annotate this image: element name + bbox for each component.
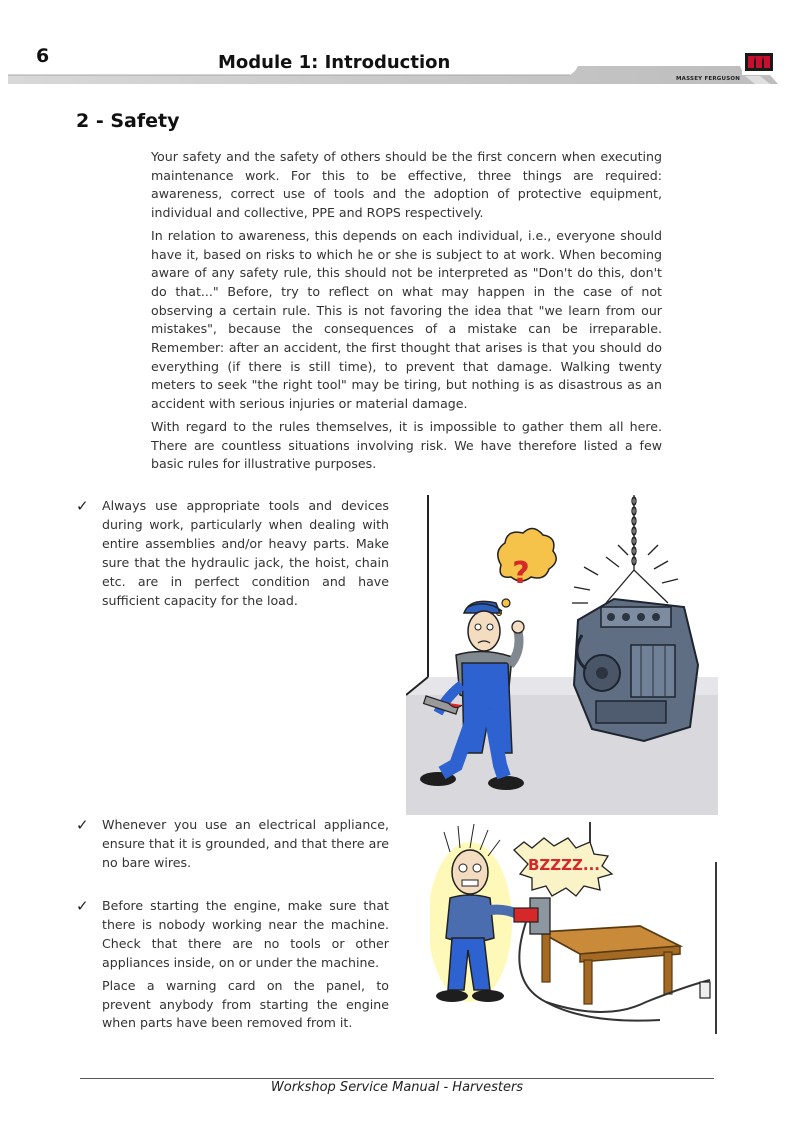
footer-title: Workshop Service Manual - Harvesters	[270, 1080, 524, 1095]
massey-ferguson-logo	[742, 49, 776, 75]
electric-shock-illustration	[430, 822, 720, 1034]
workbench	[530, 898, 680, 1004]
check-icon: ✓	[76, 497, 89, 515]
question-mark: ?	[512, 556, 530, 591]
bullet-paragraph: Always use appropriate tools and devices during work, particularly when dealing with entire assemblies and/or heavy parts. Make sure that the hydraulic jack, the hoist, chain etc. are in perfect condition and have sufficient capacity for the load.	[102, 498, 389, 608]
bullet-item	[102, 497, 389, 614]
intro-text	[151, 148, 662, 478]
check-icon: ✓	[76, 816, 89, 834]
footer-divider	[80, 1078, 714, 1079]
question-thought-bubble	[497, 528, 557, 615]
engine-block	[574, 599, 698, 741]
brand-name: MASSEY FERGUSON	[676, 76, 741, 82]
buzz-text: BZZZZ...	[527, 856, 601, 874]
intro-paragraph: Your safety and the safety of others should be the first concern when executing maintenance work. For this to be effective, three things are required: awareness, correct use of tools and the adoption of protective equipment, individual and collective, PPE and ROPS respectively.	[151, 149, 662, 221]
page-number: 6	[36, 45, 50, 67]
buzz-burst	[514, 838, 612, 896]
section-title: 2 - Safety	[76, 110, 180, 132]
intro-paragraph: With regard to the rules themselves, it is impossible to gather them all here. There are countless situations involving risk. We have therefore listed a few basic rules for illustrative purposes.	[151, 418, 662, 472]
module-title: Module 1: Introduction	[218, 52, 451, 73]
header-bar	[0, 62, 794, 92]
bullet-item	[102, 816, 389, 877]
check-icon: ✓	[76, 897, 89, 915]
bullet-paragraph: Before starting the engine, make sure that there is nobody working near the machine. Check that there are no tools or other appliances inside, on or under the machine.	[102, 898, 389, 970]
intro-paragraph: In relation to awareness, this depends on each individual, i.e., everyone should have it, based on risks to which he or she is subject to at work. When becoming aware of any safety rule, this should not be interpreted as "Don't do this, don't do that..." Before, try to reflect on what may happen in the case of not observing a certain rule. This is not favoring the idea that "we learn from our mistakes", because the consequences of a mistake can be irreparable. Remember: after an accident, the first thought that arises is that you should do everything (if there is still time), to prevent that damage. Walking twenty meters to seek "the right tool" may be tiring, but nothing is as disastrous as an accident with serious injuries or material damage.	[151, 227, 662, 412]
bullet-item	[102, 897, 389, 1037]
bullet-paragraph: Whenever you use an electrical appliance, ensure that it is grounded, and that there are no bare wires.	[102, 817, 389, 870]
hanging-engine-illustration	[406, 495, 718, 815]
bullet-paragraph: Place a warning card on the panel, to prevent anybody from starting the engine when parts have been removed from it.	[102, 977, 389, 1031]
